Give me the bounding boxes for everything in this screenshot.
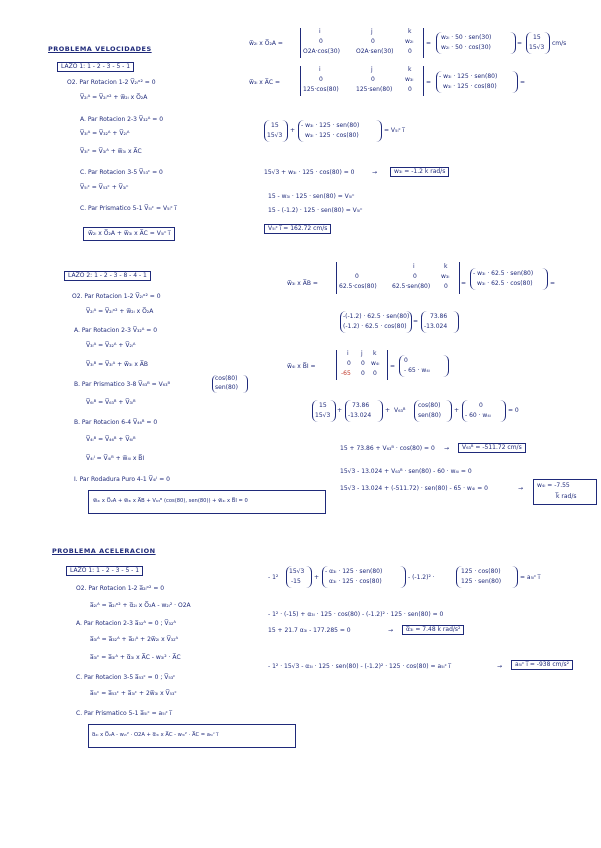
step-line: V̅₃ᵢᶜ = V̅₃ᵢᴬ + w̅₃ᵢ x A̅C — [80, 148, 142, 155]
result-vector: 0 - 65 · w₄ᵢ — [399, 355, 449, 377]
determinant-matrix: i j k 0 0 w₂ᵢ O2A·cos(30) O2A·sen(30) 0 — [300, 28, 424, 58]
result-box: a₅ᵢᶜ i̅ = -938 cm/s² — [511, 660, 573, 670]
result-box: w₃ᵢ = -1.2 k̅ rad/s — [390, 167, 449, 177]
equation: 15 + 73.86 + V₆₃ᴮ · cos(80) = 0 — [340, 445, 435, 452]
step-line: O2. Par Rotacion 1-2 V̅₂ᵢᵒ² = 0 — [67, 79, 156, 86]
equation: 15 - w₃ᵢ · 125 · sen(80) = V₅ᵢᶜ — [268, 193, 355, 200]
variable: V₆₃ᴮ — [394, 407, 406, 414]
result-vector: 15 15√3 — [526, 32, 550, 54]
step-line: B. Par Rotacion 6-4 V̅₄₆ᴮ = 0 — [74, 419, 158, 426]
step-line: V̅₃ᵢᴮ = V̅₃ᵢᴬ + w̅₃ᵢ x A̅B — [86, 361, 148, 368]
equation: - 1² · (-15) + α₃ᵢ · 125 · cos(80) - (-1.2)² · 125 · sen(80) = 0 — [268, 611, 444, 618]
vector: 0 - 60 · w₄ᵢ — [462, 400, 506, 422]
result-box: V₆₃ᴮ = -511.72 cm/s — [458, 443, 526, 453]
step-line: V̅₃ᵢᴬ = V̅₃₂ᴬ + V̅₂ᵢᴬ — [86, 342, 136, 349]
step-line: a̅₃ᵢᴬ = a̅₃₂ᴬ + a̅₂ᵢᴬ + 2w̅₂ᵢ x V̅₃₂ᴬ — [90, 636, 179, 643]
result-box: w₄ᵢ = -7.55 k̅ rad/s — [533, 479, 597, 505]
step-line: V̅₆ᵢᴮ = V̅₆₃ᴮ + V̅₃ᵢᴮ — [86, 399, 136, 406]
lazo1-acc-label: LAZO 1: 1 - 2 - 3 - 5 - 1 — [66, 566, 143, 576]
step-line: V̅₄ᵢᴮ = V̅₄₆ᴮ + V̅₆ᵢᴮ — [86, 436, 136, 443]
lazo1-vel-boxed-equation: w̅₂ᵢ x O̅₂A + w̅₃ᵢ x A̅C = V₅ᵢᶜ i̅ — [83, 227, 175, 241]
unit-label: cm/s — [552, 40, 567, 47]
step-line: A. Par Rotacion 2-3 V̅₃₂ᴬ = 0 — [74, 327, 158, 334]
vector: 15 15√3 — [312, 400, 336, 422]
step-line: A. Par Rotacion 2-3 a̅₃₂ᴬ = 0 ; V̅₃₂ᴬ — [76, 620, 176, 627]
result-box: α̅₃ᵢ = 7.48 k̅ rad/s² — [402, 625, 464, 635]
result-box: V₅ᵢᶜ i̅ = 162.72 cm/s — [264, 224, 331, 234]
cross-product-label: w̅₂ᵢ x O̅₂A = — [249, 40, 283, 47]
step-line: C. Par Prismatico 5-1 a̅₅ᵢᶜ = a₅ᵢᶜ i̅ — [76, 710, 172, 717]
step-line: V̅₃ᵢᴬ = V̅₃₂ᴬ + V̅₂ᵢᴬ — [80, 130, 130, 137]
equation: = a₅ᵢᶜ i̅ — [520, 574, 540, 581]
result-vector: w₂ᵢ · 50 · sen(30) w₂ᵢ · 50 · cos(30) — [436, 32, 516, 54]
step-line: V̅₂ᵢᴬ = V̅₂ᵢᵒ² + w̅₂ᵢ x O̅₂A — [86, 308, 154, 315]
step-line: B. Par Prismatico 3-8 V̅₆₃ᴮ = V₆₃ᴮ — [74, 381, 171, 388]
step-line: C. Par Prismatico 5-1 V̅₅ᵢᶜ = V₅ᵢᶜ i̅ — [80, 205, 177, 212]
step-line: V̅₄ᵢᴵ = V̅₄ᵢᴮ + w̅₄ᵢ x B̅I — [86, 455, 145, 462]
aceleracion-title: PROBLEMA ACELERACION — [52, 547, 156, 555]
vector: 15 15√3 — [264, 120, 288, 142]
lazo1-acc-boxed-equation: α̅₂ᵢ x O̅₂A - w₂ᵢ² · O2A + α̅₃ᵢ x A̅C - w₃ᵢ² · A̅C = a₅ᵢᶜ i̅ — [88, 724, 296, 748]
step-line: V̅₂ᵢᴬ = V̅₂ᵢᵒ² + w̅₂ᵢ x O̅₂A — [80, 94, 148, 101]
cross-product-label: w̅₃ᵢ x A̅C = — [249, 79, 280, 86]
step-line: O2. Par Rotacion 1-2 V̅₂ᵢᵒ² = 0 — [72, 293, 161, 300]
step-line: a̅₂ᵢᴬ = a̅₂ᵢᵒ² + α̅₂ᵢ x O̅₂A - w₂ᵢ² · O2A — [90, 602, 191, 609]
equation: 15√3 - 13.024 + (-511.72) · sen(80) - 65 · w₄ᵢ = 0 — [340, 485, 488, 492]
vector: 73.86 -13.024 — [345, 400, 383, 422]
equation: - 1² · 15√3 - α₃ᵢ · 125 · sen(80) - (-1.2)² · 125 · cos(80) = a₅ᵢᶜ i̅ — [268, 663, 451, 670]
equation: 15 - (-1.2) · 125 · sen(80) = V₅ᵢᶜ — [268, 207, 363, 214]
result-vector: - w₃ᵢ · 125 · sen(80) w₃ᵢ · 125 · cos(80) — [436, 71, 518, 93]
step-line: A. Par Rotacion 2-3 V̅₃₂ᴬ = 0 — [80, 116, 164, 123]
result-vector: - w₃ᵢ · 62.5 · sen(80) w₃ᵢ · 62.5 · cos(80) — [470, 268, 548, 290]
vector: - α₃ᵢ · 125 · sen(80) α₃ᵢ · 125 · cos(80) — [322, 566, 406, 588]
vector: 15√3 -15 — [286, 566, 312, 588]
cross-product-label: w̅₄ᵢ x B̅I = — [287, 363, 316, 370]
vector: - w₃ᵢ · 125 · sen(80) w₃ᵢ · 125 · cos(80) — [298, 120, 382, 142]
vector: 125 · cos(80) 125 · sen(80) — [456, 566, 518, 588]
vector: -(-1.2) · 62.5 · sen(80) (-1.2) · 62.5 · cos(80) — [340, 311, 412, 333]
velocidades-title: PROBLEMA VELOCIDADES — [48, 45, 152, 53]
step-line: a̅₅ᵢᶜ = a̅₅₃ᶜ + a̅₃ᵢᶜ + 2w̅₃ᵢ x V̅₅₃ᶜ — [90, 690, 177, 697]
step-line: I. Par Rodadura Puro 4-1 V̅₄ᵢᴵ = 0 — [74, 476, 170, 483]
vector: cos(80) sen(80) — [414, 400, 452, 422]
vector: 73.86 -13.024 — [421, 311, 459, 333]
step-line: V̅₅ᵢᶜ = V̅₅₃ᶜ + V̅₃ᵢᶜ — [80, 184, 129, 191]
equation: 15√3 - 13.024 + V₆₃ᴮ · sen(80) - 60 · w₄ᵢ = 0 — [340, 468, 472, 475]
step-line: C. Par Rotacion 3-5 V̅₅₃ᶜ = 0 — [80, 169, 163, 176]
cross-product-label: w̅₃ᵢ x A̅B = — [287, 280, 318, 287]
determinant-matrix: i k 0 0 w₃ᵢ 62.5·cos(80) 62.5·sen(80) 0 — [336, 262, 460, 294]
step-line: a̅₃ᵢᶜ = a̅₃ᵢᴬ + α̅₃ᵢ x A̅C - w₃ᵢ² · A̅C — [90, 654, 181, 661]
step-line: C. Par Rotacion 3-5 a̅₅₃ᶜ = 0 ; V̅₅₃ᶜ — [76, 674, 176, 681]
determinant-matrix: i j k 0 0 w₃ᵢ 125·cos(80) 125·sen(80) 0 — [300, 66, 424, 96]
direction-vector: cos(80) sen(80) — [212, 375, 248, 393]
equation: 15√3 + w₃ᵢ · 125 · cos(80) = 0 — [264, 169, 355, 176]
lazo2-vel-boxed-equation: w̅₂ᵢ x O̅₂A + w̅₃ᵢ x A̅B + V₆₃ᴮ (cos(80), sen(80)) + w̅₄ᵢ x B̅I = 0 — [88, 490, 326, 514]
lazo1-vel-label: LAZO 1: 1 - 2 - 3 - 5 - 1 — [57, 62, 134, 72]
equation: 15 + 21.7 α₃ᵢ - 177.285 = 0 — [268, 627, 351, 634]
step-line: O2. Par Rotacion 1-2 a̅₂ᵢᵒ² = 0 — [76, 585, 165, 592]
determinant-matrix: i j k 0 0 w₄ᵢ -65 0 0 — [336, 350, 388, 380]
lazo2-vel-label: LAZO 2: 1 - 2 - 3 - 8 - 4 - 1 — [64, 271, 151, 281]
equation: = V₅ᵢᶜ i̅ — [384, 127, 405, 134]
